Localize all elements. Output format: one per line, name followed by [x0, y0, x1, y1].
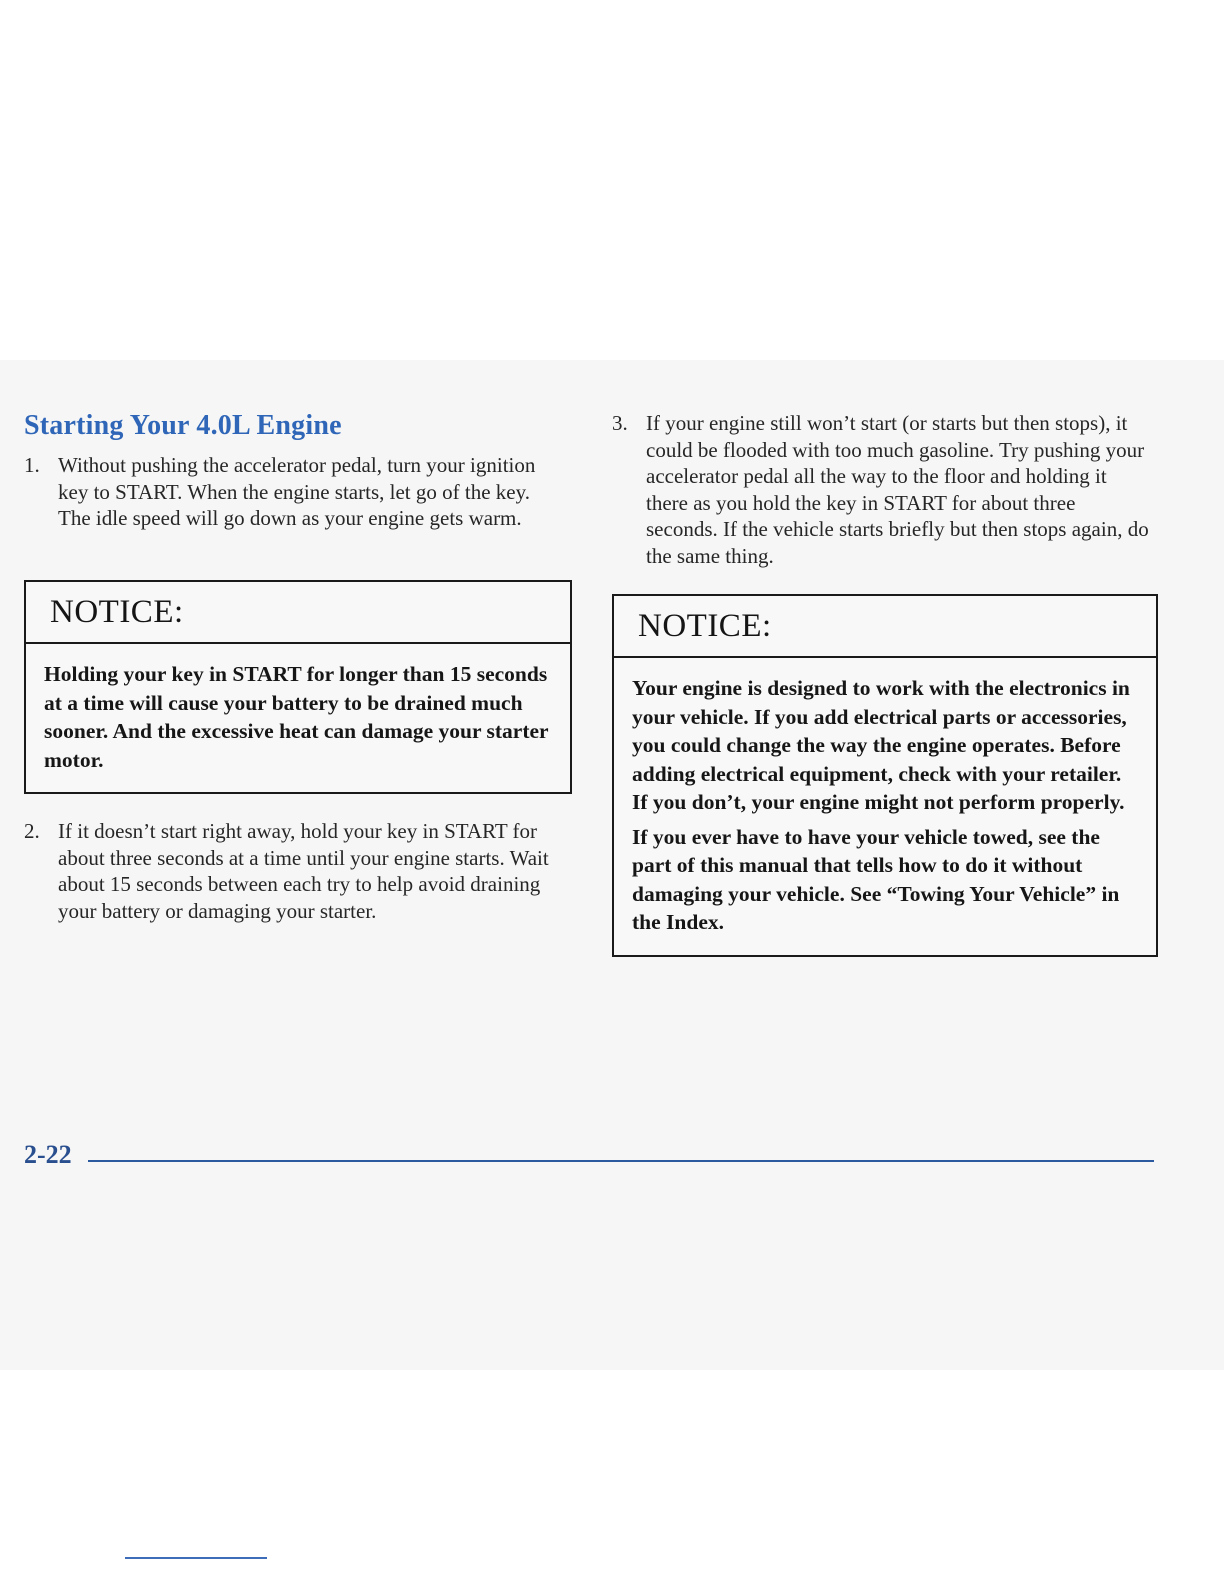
notice-header: [614, 596, 1156, 658]
notice-header: [26, 582, 570, 644]
notice-body: [26, 644, 570, 792]
section-title: Starting Your 4.0L Engine: [24, 410, 342, 441]
notice-paragraph: Your engine is designed to work with the electronics in your vehicle. If you add electrical parts or accessories, you could change the way the engine operates. Before adding electrical equipment, check with your retailer. If you don’t, your engine might not perform properly.: [632, 676, 1130, 814]
scan-artifact-line: [125, 1557, 267, 1559]
notice-body: [614, 658, 1156, 955]
notice-box-electronics: [612, 594, 1158, 957]
notice-paragraph: Holding your key in START for longer than 15 seconds at a time will cause your battery to be drained much sooner. And the excessive heat can damage your starter motor.: [44, 662, 549, 772]
step-number: 1.: [24, 453, 40, 477]
step-text: If your engine still won’t start (or starts but then stops), it could be flooded with too much gasoline. Try pushing your accelerator pedal all the way to the floor and holding it there as you hold the key in START for about three seconds. If the vehicle starts briefly but then stops again, do the same thing.: [646, 411, 1149, 568]
step-3: [612, 410, 1152, 569]
step-text: If it doesn’t start right away, hold your key in START for about three seconds at a time until your engine starts. Wait about 15 seconds between each try to help avoid draining your battery or damaging your starter.: [58, 819, 549, 923]
notice-title: NOTICE:: [638, 607, 772, 644]
step-number: 2.: [24, 819, 40, 843]
step-1: [24, 452, 544, 532]
notice-box-battery: [24, 580, 572, 794]
page-number: 2-22: [24, 1140, 72, 1169]
notice-paragraph: If you ever have to have your vehicle towed, see the part of this manual that tells how to do it without damaging your vehicle. See “Towing Your Vehicle” in the Index.: [632, 824, 1120, 934]
manual-page: [0, 360, 1224, 1370]
step-text: Without pushing the accelerator pedal, turn your ignition key to START. When the engine starts, let go of the key. The idle speed will go down as your engine gets warm.: [58, 453, 536, 530]
notice-title: NOTICE:: [50, 593, 184, 630]
footer-rule: [88, 1160, 1154, 1162]
step-2: [24, 818, 550, 924]
step-number: 3.: [612, 411, 628, 435]
